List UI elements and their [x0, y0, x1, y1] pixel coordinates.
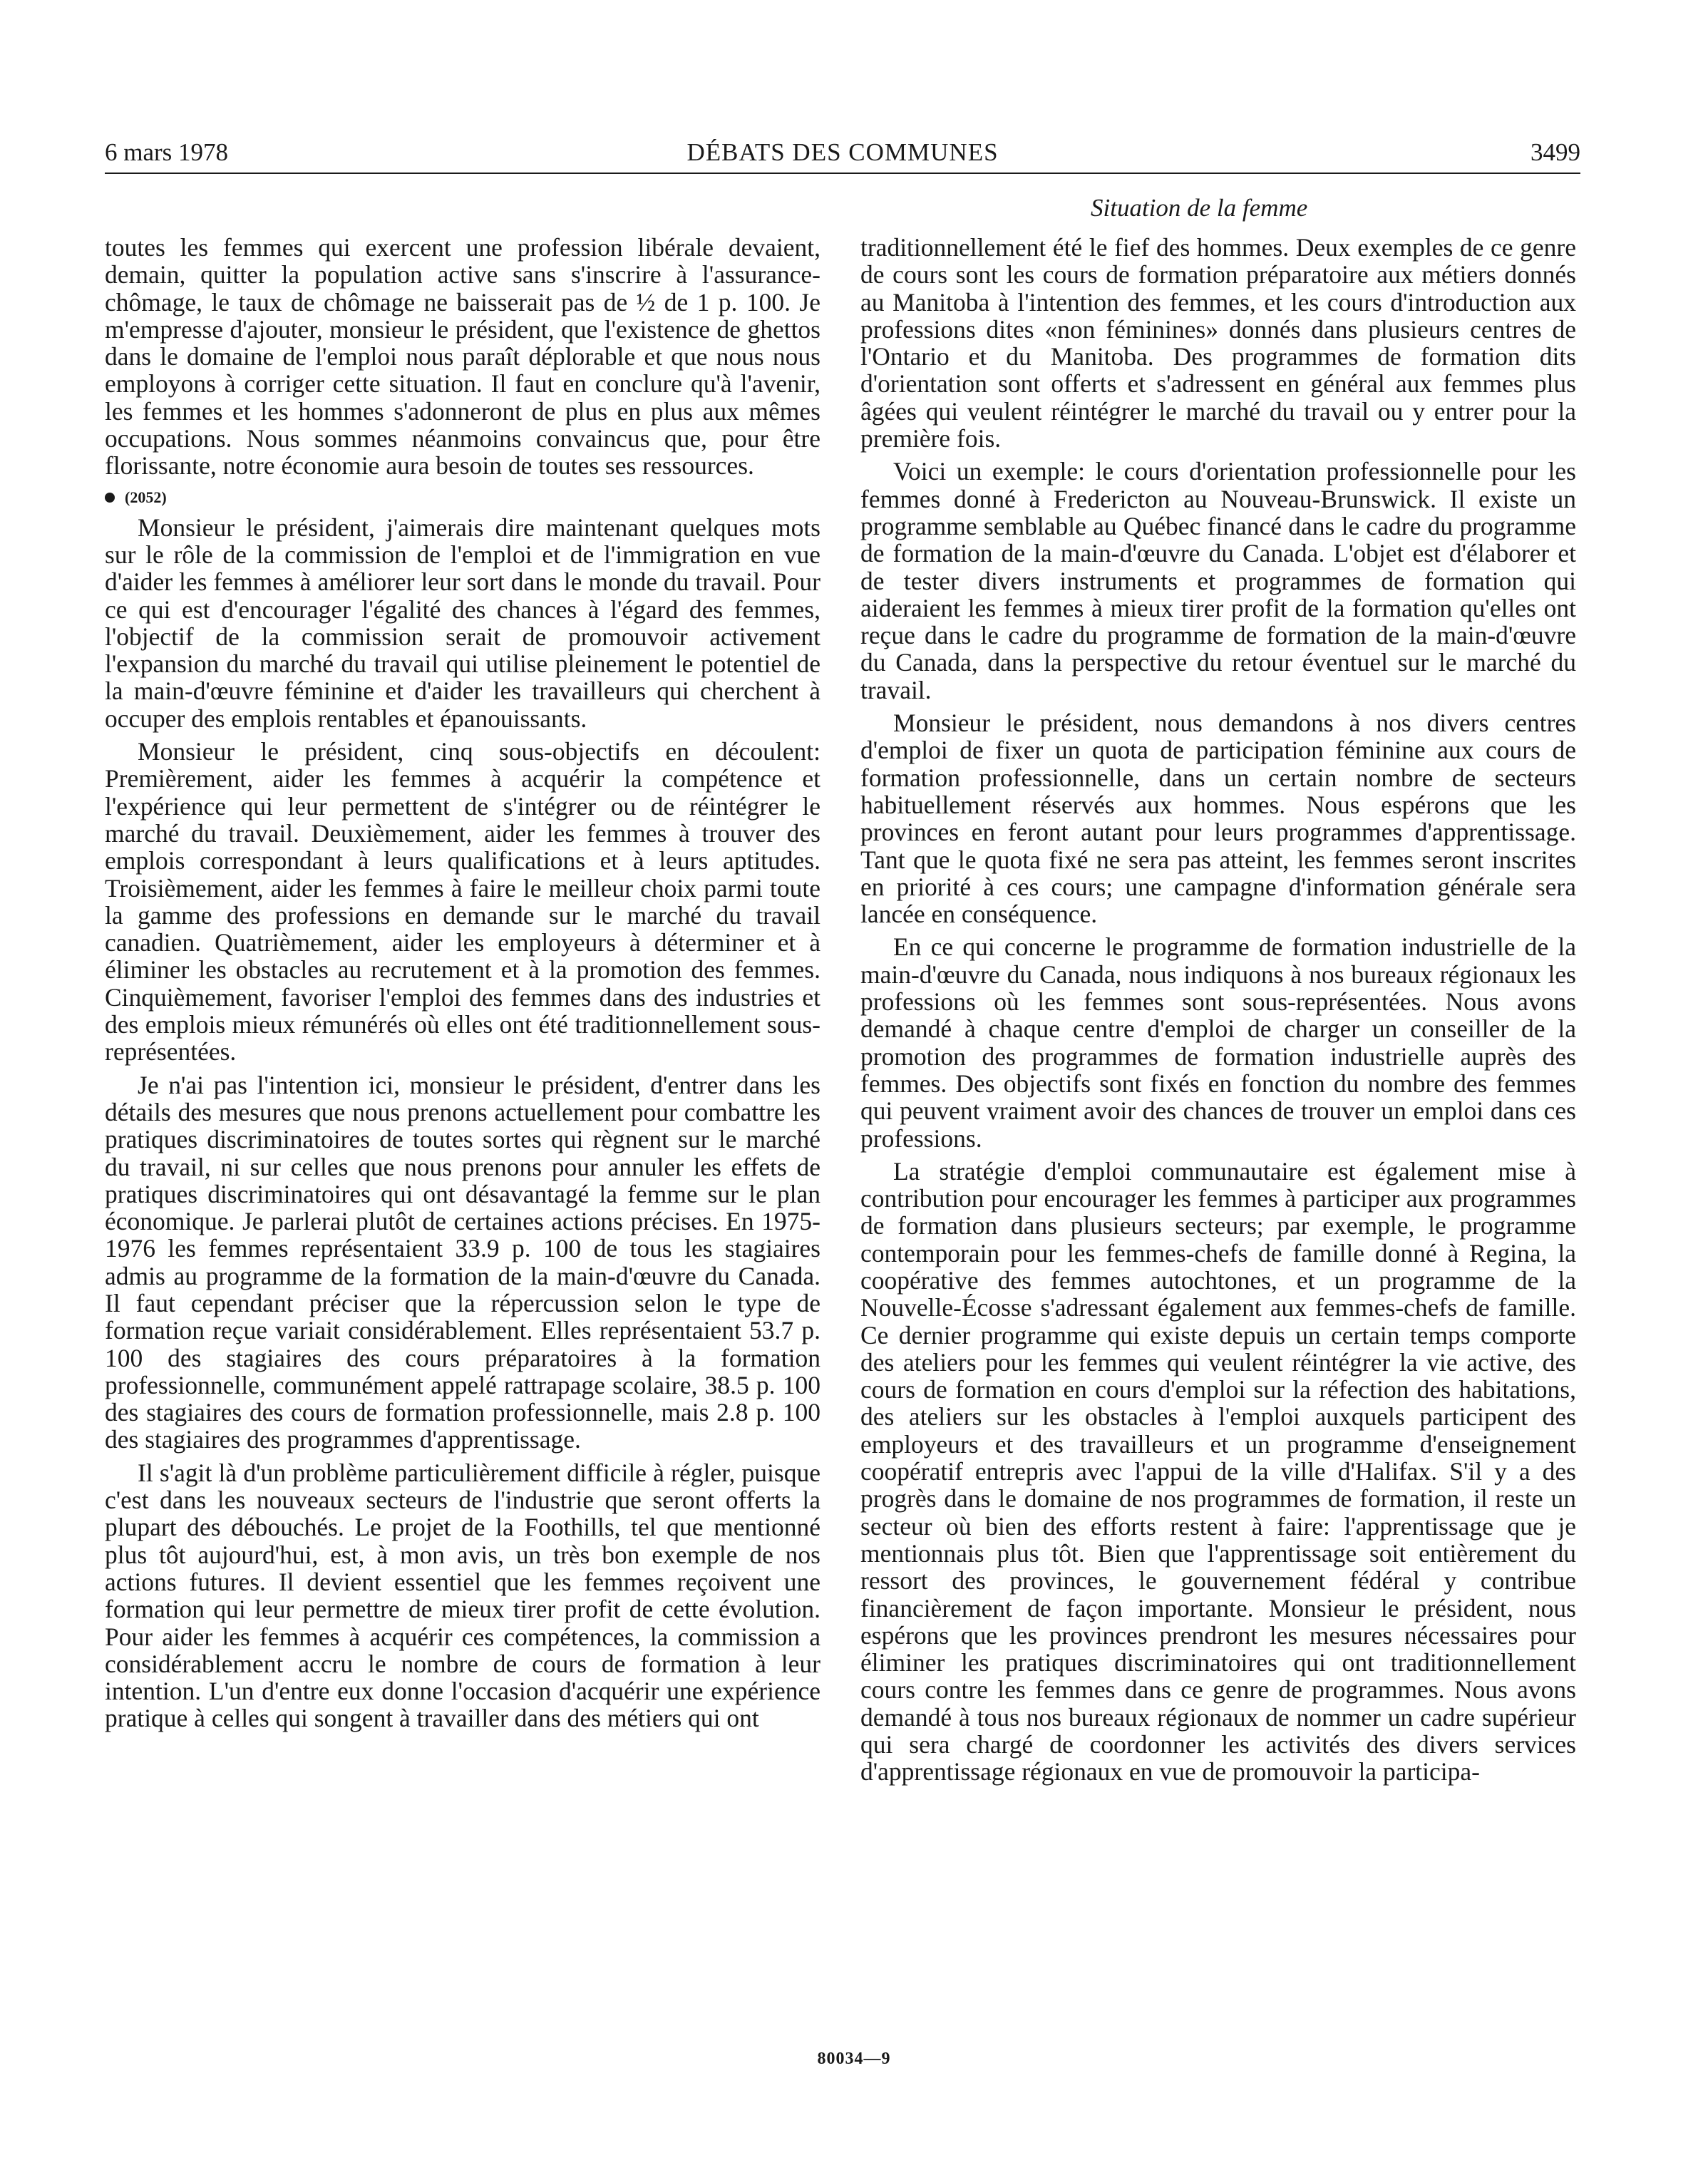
- section-title: Situation de la femme: [1091, 194, 1308, 222]
- header-title: DÉBATS DES COMMUNES: [686, 138, 999, 166]
- header-date: 6 mars 1978: [105, 138, 229, 166]
- footer-code: 80034—9: [817, 2050, 891, 2068]
- paragraph: toutes les femmes qui exercent une profession libérale devaient, demain, quitter la population active sans s'inscrire à l'assurance-chômage, le taux de chômage ne baisserait pas de ½ de 1 p. 100. Je m'empresse d'ajouter, monsieur le président, que l'existence de ghettos dans le domaine de l'emploi nous paraît déplorable et que nous nous employons à corriger cette situation. Il faut en conclure qu'à l'avenir, les femmes et les hommes s'adonneront de plus en plus aux mêmes occupations. Nous sommes néanmoins convaincus que, pour être florissante, notre économie aura besoin de toutes ses ressources.: [105, 233, 820, 480]
- paragraph: traditionnellement été le fief des hommes. Deux exemples de ce genre de cours sont les cours de formation préparatoire aux métiers donnés au Manitoba à l'intention des femmes, et les cours d'introduction aux professions dites «non féminines» donnés dans plusieurs centres de l'Ontario et du Manitoba. Des programmes de formation dits d'orientation sont offerts et s'adressent en général aux femmes plus âgées qui veulent réintégrer le marché du travail ou y entrer pour la première fois.: [860, 233, 1576, 453]
- paragraph: Monsieur le président, cinq sous-objectifs en découlent: Premièrement, aider les femmes à acquérir la compétence et l'expérience qui leur permettent de s'intégrer ou de réintégrer le marché du travail. Deuxièmement, aider les femmes à trouver des emplois correspondant à leurs qualifications et à leurs aptitudes. Troisièmement, aider les femmes à faire le meilleur choix parmi toute la gamme des professions en demande sur le marché du travail canadien. Quatrièmement, aider les employeurs à déterminer et à éliminer les obstacles au recrutement et à la promotion des femmes. Cinquièmement, favoriser l'emploi des femmes dans des industries et des emplois mieux rémunérés où elles ont été traditionnellement sous-représentées.: [105, 737, 820, 1066]
- bullet-icon: [105, 493, 115, 503]
- paragraph: La stratégie d'emploi communautaire est également mise à contribution pour encourager les femmes à participer aux programmes de formation dans plusieurs secteurs; par exemple, le programme contemporain pour les femmes-chefs de famille donné à Regina, la coopérative des femmes autochtones, et un programme de la Nouvelle-Écosse s'adressant également aux femmes-chefs de famille. Ce dernier programme qui existe depuis un certain temps comporte des ateliers pour les femmes qui veulent réintégrer la vie active, des cours de formation en cours d'emploi sur la réfection des habitations, des ateliers sur les obstacles à l'emploi auxquels participent des employeurs et des travailleurs et un programme d'enseignement coopératif entrepris avec l'appui de la ville d'Halifax. S'il y a des progrès dans le domaine de nos programmes de formation, il reste un secteur où bien des efforts restent à faire: l'apprentissage que je mentionnais plus tôt. Bien que l'apprentissage soit entièrement du ressort des provinces, le gouvernement fédéral y contribue financièrement de façon importante. Monsieur le président, nous espérons que les provinces prendront les mesures nécessaires pour éliminer les pratiques discriminatoires qui ont traditionnellement cours contre les femmes dans ce genre de programmes. Nous avons demandé à tous nos bureaux régionaux de nommer un cadre supérieur qui sera chargé de coordonner les activités des divers services d'apprentissage régionaux en vue de promouvoir la participa-: [860, 1156, 1576, 1786]
- header-page-number: 3499: [1530, 138, 1580, 166]
- right-column: [860, 234, 1576, 1791]
- paragraph: Voici un exemple: le cours d'orientation professionnelle pour les femmes donné à Fredericton au Nouveau-Brunswick. Il existe un programme semblable au Québec financé dans le cadre du programme de formation de la main-d'œuvre du Canada. L'objet est d'élaborer et de tester divers instruments et programmes de formation qui aideraient les femmes à mieux tirer profit de la formation qu'elles ont reçue dans le cadre du programme de formation de la main-d'œuvre du Canada, dans la perspective du retour éventuel sur le marché du travail.: [860, 457, 1576, 704]
- time-marker-label: (2052): [125, 488, 167, 506]
- time-marker: [105, 488, 820, 507]
- paragraph: Monsieur le président, nous demandons à nos divers centres d'emploi de fixer un quota de participation féminine aux cours de formation professionnelle, dans un certain nombre de secteurs habituellement réservés aux hommes. Nous espérons que les provinces en feront autant pour leurs programmes d'apprentissage. Tant que le quota fixé ne sera pas atteint, les femmes seront inscrites en priorité à ces cours; une campagne d'information générale sera lancée en conséquence.: [860, 709, 1576, 929]
- running-head: [105, 135, 1580, 174]
- paragraph: Monsieur le président, j'aimerais dire maintenant quelques mots sur le rôle de la commission de l'emploi et de l'immigration en vue d'aider les femmes à améliorer leur sort dans le monde du travail. Pour ce qui est d'encourager l'égalité des chances à l'égard des femmes, l'objectif de la commission serait de promouvoir activement l'expansion du marché du travail qui utilise pleinement le potentiel de la main-d'œuvre féminine et d'aider les travailleurs qui cherchent à occuper des emplois rentables et épanouissants.: [105, 513, 820, 733]
- left-column: [105, 234, 820, 1738]
- paragraph: Il s'agit là d'un problème particulièrement difficile à régler, puisque c'est dans les nouveaux secteurs de l'industrie que seront offerts la plupart des débouchés. Le projet de la Foothills, tel que mentionné plus tôt aujourd'hui, est, à mon avis, un très bon exemple de nos actions futures. Il devient essentiel que les femmes reçoivent une formation qui leur permettre de mieux tirer profit de cette évolution. Pour aider les femmes à acquérir ces compétences, la commission a considérablement accru le nombre de cours de formation à leur intention. L'un d'entre eux donne l'occasion d'acquérir une expérience pratique à celles qui songent à travailler dans des métiers qui ont: [105, 1458, 820, 1733]
- paragraph: Je n'ai pas l'intention ici, monsieur le président, d'entrer dans les détails des mesures que nous prenons actuellement pour combattre les pratiques discriminatoires de toutes sortes qui règnent sur le marché du travail, ni sur celles que nous prenons pour annuler les effets de pratiques discriminatoires qui ont désavantagé la femme sur le plan économique. Je parlerai plutôt de certaines actions précises. En 1975-1976 les femmes représentaient 33.9 p. 100 de tous les stagiaires admis au programme de la formation de la main-d'œuvre du Canada. Il faut cependant préciser que la répercussion selon le type de formation reçue variait considérablement. Elles représentaient 53.7 p. 100 des stagiaires des cours préparatoires à la formation professionnelle, communément appelé rattrapage scolaire, 38.5 p. 100 des stagiaires des cours de formation professionnelle, mais 2.8 p. 100 des stagiaires des programmes d'apprentissage.: [105, 1070, 820, 1454]
- paragraph: En ce qui concerne le programme de formation industrielle de la main-d'œuvre du Canada, nous indiquons à nos bureaux régionaux les professions où les femmes sont sous-représentées. Nous avons demandé à chaque centre d'emploi de charger un conseiller de la promotion des programmes de formation industrielle auprès des femmes. Des objectifs sont fixés en fonction du nombre des femmes qui peuvent vraiment avoir des chances de trouver un emploi dans ces professions.: [860, 932, 1576, 1153]
